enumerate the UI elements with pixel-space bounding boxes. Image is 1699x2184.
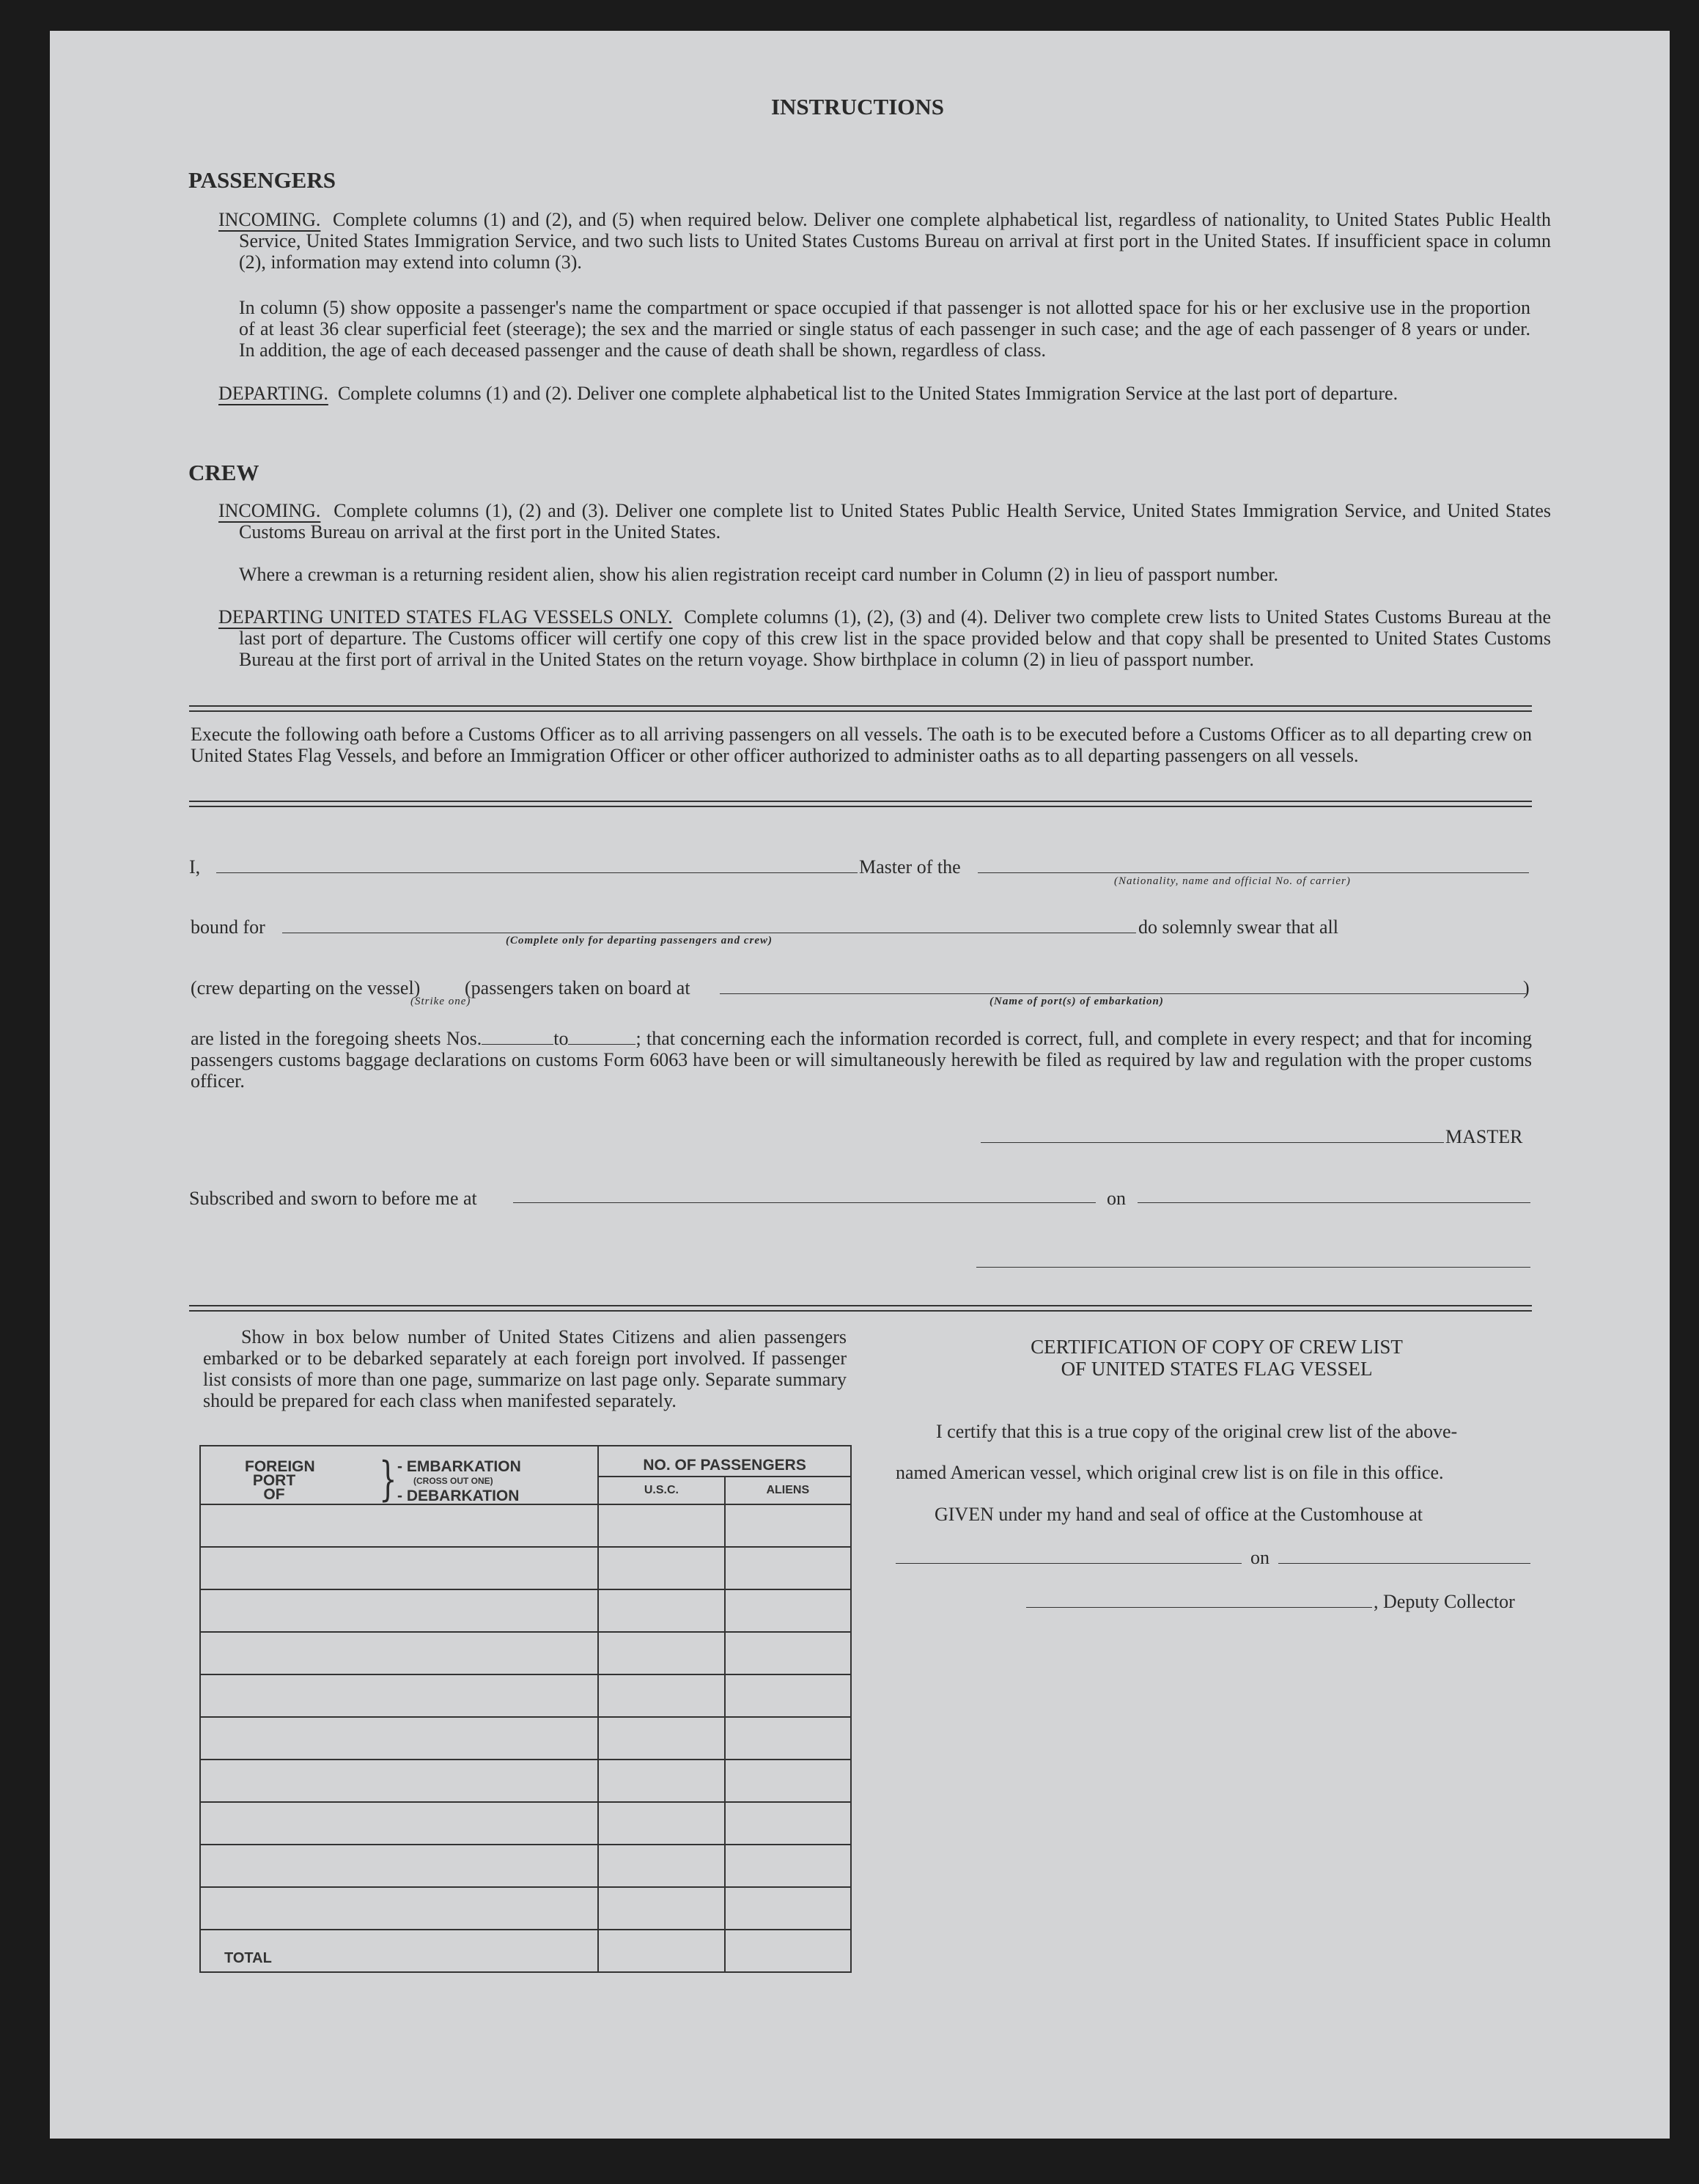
table-row [200, 1717, 851, 1760]
certification-title-line2: OF UNITED STATES FLAG VESSEL [1061, 1358, 1373, 1380]
crew-departing-label: DEPARTING UNITED STATES FLAG VESSELS ONLY. [218, 606, 673, 628]
cross-out-caption: (CROSS OUT ONE) [413, 1476, 493, 1486]
listed-prefix: are listed in the foregoing sheets Nos. [191, 1028, 482, 1049]
master-label: MASTER [1445, 1126, 1523, 1147]
aliens-cell[interactable] [725, 1887, 851, 1930]
passengers-departing-text: Complete columns (1) and (2). Deliver one complete alphabetical list to the United States Immigration Service at the last port of departure. [337, 383, 1398, 404]
aliens-header: ALIENS [725, 1477, 851, 1504]
certification-on-label: on [1250, 1547, 1269, 1568]
port-cell[interactable] [200, 1887, 598, 1930]
deputy-collector-label: , Deputy Collector [1374, 1591, 1515, 1612]
deputy-signature-field[interactable] [1026, 1607, 1372, 1608]
certification-title [909, 1336, 1525, 1380]
passengers-incoming-text: Complete columns (1) and (2), and (5) when required below. Deliver one complete alphabetical list, regardless of nationality, to United States Public Health Service, United States Immigration Service, and two such lists to United States Customs Bureau on arrival at first port in the United States. If insufficient space in column (2), information may extend into column (3). [239, 209, 1552, 273]
sworn-on-label: on [1107, 1188, 1126, 1209]
passengers-incoming-label: INCOMING. [218, 209, 321, 230]
total-usc-cell[interactable] [598, 1930, 724, 1972]
bound-for-label: bound for [191, 916, 265, 938]
usc-cell[interactable] [598, 1504, 724, 1547]
listed-paragraph [191, 1028, 1532, 1092]
aliens-cell[interactable] [725, 1717, 851, 1760]
page-title: INSTRUCTIONS [770, 94, 944, 120]
master-name-field[interactable] [216, 872, 858, 873]
certify-line1: I certify that this is a true copy of the original crew list of the above- [936, 1421, 1458, 1442]
double-rule-2 [189, 801, 1532, 807]
usc-header: U.S.C. [598, 1477, 724, 1504]
usc-cell[interactable] [598, 1589, 724, 1632]
complete-only-caption: (Complete only for departing passengers and crew) [506, 935, 773, 946]
carrier-field[interactable] [978, 872, 1529, 873]
crew-departing-text: Complete columns (1), (2), (3) and (4). Deliver two complete crew lists to United States Customs Bureau at the last port of departure. The Customs officer will certify one copy of this crew list in the space provided below and that copy shall be presented to United States Customs Bureau at the first port of arrival in the United States on the return voyage. Show birthplace in column (2) in lieu of passport number. [239, 606, 1552, 670]
brace-icon: } [379, 1452, 397, 1507]
passengers-departing-paragraph [218, 383, 1551, 404]
foreign-port-header [200, 1446, 598, 1507]
listed-text: ; that concerning each the information recorded is correct, full, and complete in every respect; and that for incoming passengers customs baggage declarations on customs Form 6063 have been or will simultaneously herewith be filed as required by law and regulation with the proper customs officer. [191, 1028, 1532, 1092]
port-cell[interactable] [200, 1802, 598, 1845]
swear-text: do solemnly swear that all [1138, 916, 1338, 938]
aliens-cell[interactable] [725, 1504, 851, 1547]
port-cell[interactable] [200, 1589, 598, 1632]
passengers-column5-paragraph: In column (5) show opposite a passenger's name the compartment or space occupied if that passenger is not allotted space for his or her exclusive use in the proportion of at least 36 clear superficial feet (steerage); the sex and the married or single status of each passenger in such case; and the age of each passenger of 8 years or under. In addition, the age of each deceased passenger and the cause of death shall be shown, regardless of class. [239, 297, 1530, 361]
usc-cell[interactable] [598, 1887, 724, 1930]
to-label: to [553, 1028, 569, 1049]
officer-signature-field[interactable] [976, 1267, 1530, 1268]
port-cell[interactable] [200, 1547, 598, 1589]
strike-one-caption: (Strike one) [410, 996, 471, 1007]
sworn-date-field[interactable] [1138, 1202, 1530, 1203]
aliens-cell[interactable] [725, 1845, 851, 1887]
crew-incoming-text: Complete columns (1), (2) and (3). Deliver one complete list to United States Public Health Service, United States Immigration Service, and United States Customs Bureau on arrival at the first port in the United States. [239, 500, 1551, 543]
usc-cell[interactable] [598, 1760, 724, 1802]
usc-cell[interactable] [598, 1632, 724, 1674]
close-paren: ) [1523, 977, 1530, 999]
crew-incoming-label: INCOMING. [218, 500, 321, 521]
table-row [200, 1802, 851, 1845]
port-cell[interactable] [200, 1760, 598, 1802]
no-of-passengers-header: NO. OF PASSENGERS [598, 1446, 851, 1477]
table-row [200, 1760, 851, 1802]
port-cell[interactable] [200, 1632, 598, 1674]
crew-departing-option[interactable]: (crew departing on the vessel) [191, 977, 421, 999]
table-row [200, 1887, 851, 1930]
customhouse-field[interactable] [896, 1563, 1242, 1564]
passenger-summary-table [199, 1445, 852, 1973]
sworn-place-field[interactable] [513, 1202, 1096, 1203]
table-row [200, 1674, 851, 1717]
aliens-cell[interactable] [725, 1547, 851, 1589]
passengers-heading: PASSENGERS [188, 167, 336, 193]
debarkation-option[interactable]: - DEBARKATION [397, 1488, 520, 1504]
certification-title-line1: CERTIFICATION OF COPY OF CREW LIST [1031, 1336, 1403, 1358]
usc-cell[interactable] [598, 1802, 724, 1845]
table-row [200, 1845, 851, 1887]
certify-line2: named American vessel, which original crew list is on file in this office. [896, 1462, 1444, 1483]
usc-cell[interactable] [598, 1547, 724, 1589]
oath-i-label: I, [189, 856, 201, 878]
crew-departing-paragraph [218, 606, 1551, 670]
oath-instructions: Execute the following oath before a Customs Officer as to all arriving passengers on all vessels. The oath is to be executed before a Customs Officer as to all departing crew on United States Flag Vessels, and before an Immigration Officer or other officer authorized to administer oaths as to all departing passengers on all vessels. [191, 724, 1532, 766]
double-rule-3 [189, 1305, 1532, 1312]
sheet-to-field[interactable] [568, 1029, 635, 1045]
total-aliens-cell[interactable] [725, 1930, 851, 1972]
ports-caption: (Name of port(s) of embarkation) [989, 996, 1164, 1007]
master-of-the-label: Master of the [859, 856, 961, 878]
given-line: GIVEN under my hand and seal of office at the Customhouse at [935, 1504, 1423, 1525]
crew-resident-paragraph: Where a crewman is a returning resident alien, show his alien registration receipt card number in Column (2) in lieu of passport number. [239, 564, 1279, 585]
table-row [200, 1589, 851, 1632]
table-row [200, 1504, 851, 1547]
port-word: PORT [252, 1472, 296, 1489]
double-rule-1 [189, 705, 1532, 712]
foreign-word: FOREIGN [245, 1458, 315, 1475]
total-row [200, 1930, 851, 1972]
aliens-cell[interactable] [725, 1674, 851, 1717]
total-label: TOTAL [200, 1930, 598, 1972]
passengers-incoming-paragraph [218, 209, 1551, 273]
usc-cell[interactable] [598, 1845, 724, 1887]
subscribed-label: Subscribed and sworn to before me at [189, 1188, 477, 1209]
usc-cell[interactable] [598, 1717, 724, 1760]
nationality-caption: (Nationality, name and official No. of carrier) [1114, 875, 1351, 887]
passengers-departing-label: DEPARTING. [218, 383, 328, 404]
port-embarkation-field[interactable] [720, 993, 1526, 994]
crew-heading: CREW [188, 460, 259, 485]
passengers-taken-option[interactable]: (passengers taken on board at [465, 977, 690, 999]
crew-incoming-paragraph [218, 500, 1551, 543]
table-row [200, 1632, 851, 1674]
master-signature-field[interactable] [981, 1142, 1444, 1143]
port-cell[interactable] [200, 1504, 598, 1547]
of-word: OF [263, 1486, 285, 1503]
embarkation-option[interactable]: - EMBARKATION [397, 1458, 521, 1475]
aliens-cell[interactable] [725, 1760, 851, 1802]
aliens-cell[interactable] [725, 1632, 851, 1674]
port-cell[interactable] [200, 1674, 598, 1717]
aliens-cell[interactable] [725, 1589, 851, 1632]
table-row [200, 1547, 851, 1589]
sheet-from-field[interactable] [482, 1029, 553, 1045]
port-cell[interactable] [200, 1845, 598, 1887]
certification-date-field[interactable] [1278, 1563, 1530, 1564]
port-cell[interactable] [200, 1717, 598, 1760]
summary-instructions: Show in box below number of United States Citizens and alien passengers embarked or to be debarked separately at each foreign port involved. If passenger list consists of more than one page, summarize on last page only. Separate summary should be prepared for each class when manifested separately. [203, 1326, 847, 1411]
usc-cell[interactable] [598, 1674, 724, 1717]
aliens-cell[interactable] [725, 1802, 851, 1845]
